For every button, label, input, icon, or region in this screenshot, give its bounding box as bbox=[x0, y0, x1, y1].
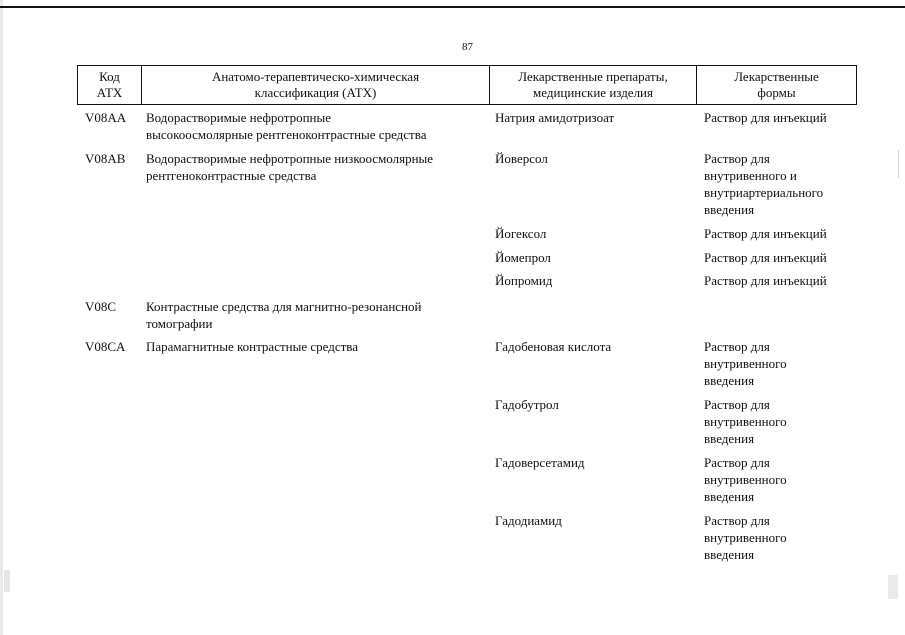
row-code: V08AA bbox=[85, 110, 127, 125]
row-code: V08C bbox=[85, 299, 117, 314]
row-code: V08AB bbox=[85, 151, 126, 166]
row-form: Раствор для инъекций bbox=[704, 226, 827, 241]
page-number: 87 bbox=[462, 41, 473, 53]
row-classification: Водорастворимые нефротропные высокоосмолярные рентгеноконтрастные средства bbox=[146, 110, 427, 142]
table-header bbox=[77, 65, 857, 105]
header-code: Код АТХ bbox=[96, 69, 123, 100]
row-drug: Натрия амидотризоат bbox=[495, 110, 615, 125]
row-form: Раствор для внутривенного и внутриартериального введения bbox=[704, 151, 824, 217]
row-form: Раствор для инъекций bbox=[704, 250, 827, 265]
row-code: V08CA bbox=[85, 339, 126, 354]
row-classification: Водорастворимые нефротропные низкоосмолярные рентгеноконтрастные средства bbox=[146, 151, 434, 183]
scan-speck bbox=[4, 570, 10, 592]
row-form: Раствор для внутривенного введения bbox=[704, 455, 787, 504]
row-drug: Йомепрол bbox=[495, 250, 551, 265]
header-drugs: Лекарственные препараты, медицинские изделия bbox=[489, 66, 696, 104]
row-drug: Гадобеновая кислота bbox=[495, 339, 612, 354]
row-form: Раствор для внутривенного введения bbox=[704, 513, 787, 562]
header-classification: Анатомо-терапевтическо-химическая классификация (АТХ) bbox=[141, 66, 489, 104]
row-classification: Контрастные средства для магнитно-резонансной томографии bbox=[146, 299, 422, 331]
scan-speck bbox=[888, 575, 898, 599]
row-form: Раствор для внутривенного введения bbox=[704, 339, 787, 388]
row-drug: Йоверсол bbox=[495, 151, 548, 166]
row-drug: Йопромид bbox=[495, 273, 553, 288]
header-forms: Лекарственные формы bbox=[696, 66, 856, 104]
row-drug: Йогексол bbox=[495, 226, 547, 241]
row-form: Раствор для инъекций bbox=[704, 110, 827, 125]
row-classification: Парамагнитные контрастные средства bbox=[146, 339, 359, 354]
row-drug: Гадоверсетамид bbox=[495, 455, 585, 470]
top-rule bbox=[0, 6, 905, 8]
row-form: Раствор для внутривенного введения bbox=[704, 397, 787, 446]
row-drug: Гадодиамид bbox=[495, 513, 562, 528]
row-drug: Гадобутрол bbox=[495, 397, 559, 412]
scan-speck bbox=[898, 150, 899, 178]
scan-left-edge bbox=[0, 0, 3, 635]
row-form: Раствор для инъекций bbox=[704, 273, 827, 288]
